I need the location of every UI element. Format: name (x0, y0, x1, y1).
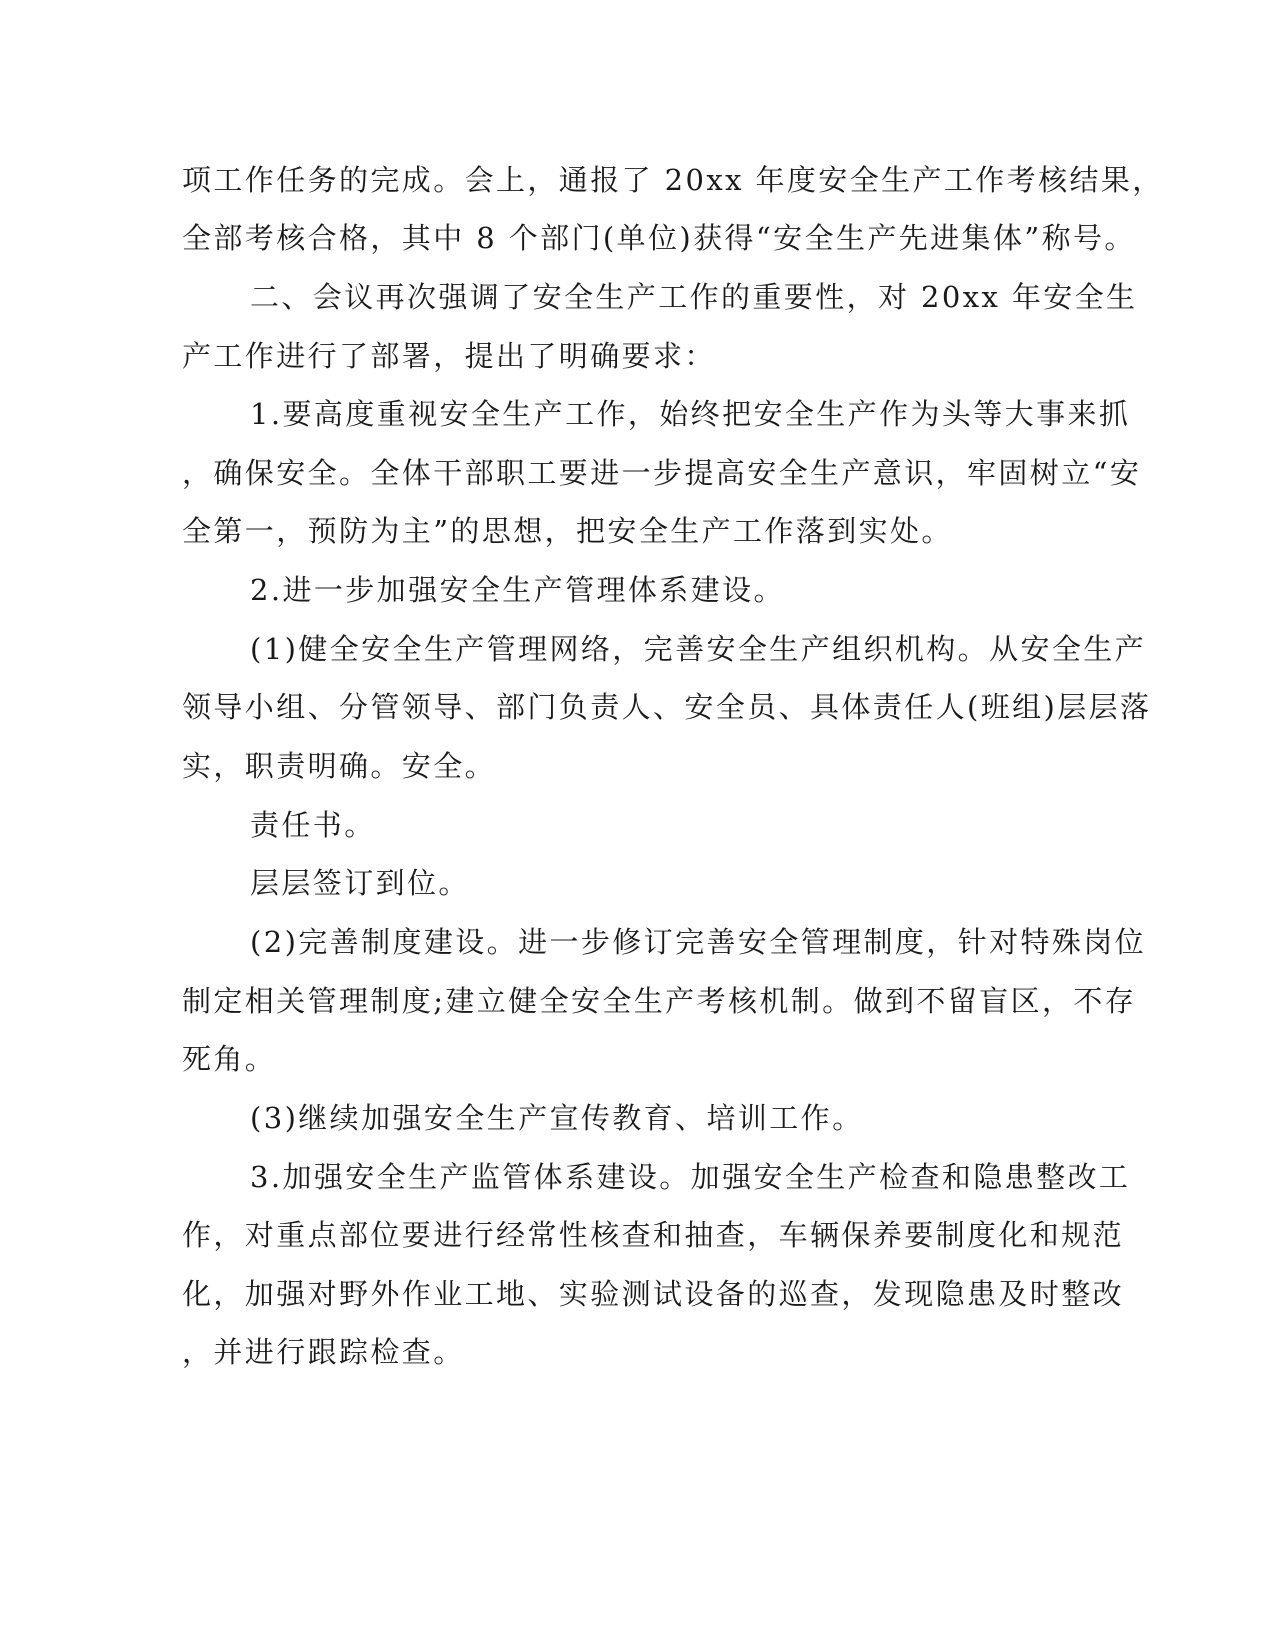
text-line: 作，对重点部位要进行经常性核查和抽查，车辆保养要制度化和规范 (182, 1218, 1125, 1252)
text-line: 化，加强对野外作业工地、实验测试设备的巡查，发现隐患及时整改 (182, 1277, 1125, 1311)
text-line: 产工作进行了部署，提出了明确要求： (182, 339, 716, 373)
text-line: 制定相关管理制度;建立健全安全生产考核机制。做到不留盲区，不存 (182, 984, 1137, 1018)
text-line: (3)继续加强安全生产宣传教育、培训工作。 (250, 1101, 864, 1135)
text-line: 责任书。 (250, 808, 376, 842)
text-line: (2)完善制度建设。进一步修订完善安全管理制度，针对特殊岗位 (250, 925, 1147, 959)
text-line: 领导小组、分管领导、部门负责人、安全员、具体责任人(班组)层层落 (182, 690, 1152, 724)
text-line: ，确保安全。全体干部职工要进一步提高安全生产意识，牢固树立“安 (182, 456, 1142, 490)
text-line: 2.进一步加强安全生产管理体系建设。 (250, 573, 785, 607)
text-line: 层层签订到位。 (250, 866, 470, 900)
text-line: (1)健全安全生产管理网络，完善安全生产组织机构。从安全生产 (250, 632, 1147, 666)
text-line: 实，职责明确。安全。 (182, 749, 497, 783)
text-line: 全部考核合格，其中 8 个部门(单位)获得“安全生产先进集体”称号。 (182, 221, 1136, 255)
text-line: 3.加强安全生产监管体系建设。加强安全生产检查和隐患整改工 (250, 1160, 1131, 1194)
text-line: 1.要高度重视安全生产工作，始终把安全生产作为头等大事来抓 (250, 397, 1131, 431)
text-line: 项工作任务的完成。会上，通报了 20xx 年度安全生产工作考核结果， (182, 163, 1164, 197)
text-line: ，并进行跟踪检查。 (182, 1335, 465, 1369)
text-line: 死角。 (182, 1042, 277, 1076)
text-line: 二、会议再次强调了安全生产工作的重要性，对 20xx 年安全生 (250, 280, 1138, 314)
text-line: 全第一，预防为主”的思想，把安全生产工作落到实处。 (182, 514, 953, 548)
